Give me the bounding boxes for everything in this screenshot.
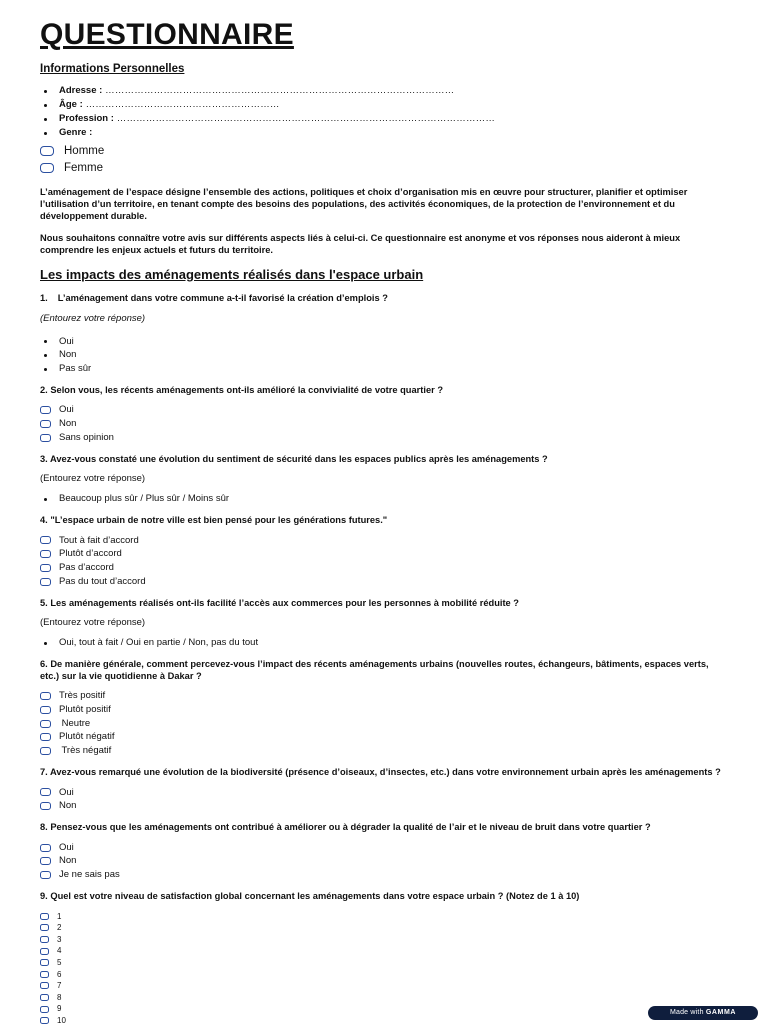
field-label: Adresse : bbox=[59, 85, 103, 96]
option-label: 4 bbox=[57, 946, 62, 956]
checkbox-icon[interactable] bbox=[40, 959, 49, 966]
question-4: 4. "L’espace urbain de notre ville est bien pensé pour les générations futures." bbox=[40, 515, 388, 526]
checkbox-icon[interactable] bbox=[40, 871, 51, 879]
option-je-ne-sais-pas[interactable] bbox=[40, 868, 730, 882]
option-label: Homme bbox=[64, 145, 105, 157]
option-label: 6 bbox=[57, 969, 62, 979]
question-7-options bbox=[40, 786, 730, 814]
option-non[interactable]: Non bbox=[40, 348, 730, 362]
checkbox-icon[interactable] bbox=[40, 913, 49, 920]
gender-options bbox=[40, 143, 730, 176]
checkbox-icon[interactable] bbox=[40, 1006, 49, 1013]
field-dots: ……………………………………………………………………………………………………… bbox=[113, 113, 496, 124]
checkbox-icon[interactable] bbox=[40, 971, 49, 978]
rating-option-6[interactable] bbox=[40, 969, 730, 981]
checkbox-icon[interactable] bbox=[40, 733, 51, 741]
option-label: 3 bbox=[57, 934, 62, 944]
question-3-options bbox=[40, 492, 730, 506]
question-9: 9. Quel est votre niveau de satisfaction global concernant les aménagements dans votre espace urbain ? (Notez de 1 à 10) bbox=[40, 891, 580, 902]
made-with-gamma-badge[interactable] bbox=[648, 1006, 758, 1020]
question-6: 6. De manière générale, comment percevez-vous l’impact des récents aménagements urbains (nouvelles routes, échangeurs, bâtiments, espaces verts, etc.) sur la vie quotidienne à Dakar ? bbox=[40, 659, 709, 681]
question-8: 8. Pensez-vous que les aménagements ont contribué à améliorer ou à dégrader la qualité de l’air et le niveau de bruit dans votre quartier ? bbox=[40, 822, 651, 833]
question-1 bbox=[40, 293, 730, 305]
intro-paragraph-2: Nous souhaitons connaître votre avis sur différents aspects liés à celui-ci. Ce questionnaire est anonyme et vos réponses nous aideront à mieux comprendre les enjeux actuels et futurs du territoire. bbox=[40, 233, 681, 255]
page-title: QUESTIONNAIRE bbox=[40, 18, 294, 51]
question-5-note: (Entourez votre réponse) bbox=[40, 617, 146, 629]
option-tres-positif[interactable] bbox=[40, 689, 730, 703]
option-label: Oui bbox=[59, 786, 74, 798]
checkbox-icon[interactable] bbox=[40, 924, 49, 931]
rating-option-3[interactable] bbox=[40, 934, 730, 946]
option-label: Non bbox=[59, 855, 77, 867]
option-oui[interactable] bbox=[40, 403, 730, 417]
question-4-options bbox=[40, 534, 730, 589]
question-1-options bbox=[40, 335, 730, 376]
rating-option-8[interactable] bbox=[40, 992, 730, 1004]
questionnaire-page bbox=[40, 18, 730, 1026]
personal-info-list bbox=[40, 84, 730, 140]
checkbox-icon[interactable] bbox=[40, 802, 51, 810]
section-title: Les impacts des aménagements réalisés dans l'espace urbain bbox=[40, 267, 424, 282]
field-genre bbox=[40, 126, 730, 140]
badge-prefix: Made with bbox=[669, 1009, 706, 1016]
intro-paragraph-1: L’aménagement de l’espace désigne l’ensemble des actions, politiques et choix d’organisation mis en œuvre pour structurer, planifier et optimiser l’utilisation d’un territoire, en tenant compte des besoins des populations, des activités économiques, de la protection de l’environnement et du développement durable. bbox=[40, 187, 688, 221]
option-label: Plutôt positif bbox=[59, 703, 111, 715]
field-label: Genre : bbox=[59, 127, 93, 138]
checkbox-icon[interactable] bbox=[40, 1017, 49, 1024]
option-acces[interactable]: Oui, tout à fait / Oui en partie / Non, pas du tout bbox=[40, 636, 730, 650]
rating-option-2[interactable] bbox=[40, 922, 730, 934]
checkbox-icon[interactable] bbox=[40, 163, 54, 173]
checkbox-icon[interactable] bbox=[40, 844, 51, 852]
option-non[interactable] bbox=[40, 417, 730, 431]
rating-option-9[interactable] bbox=[40, 1003, 730, 1015]
option-oui[interactable]: Oui bbox=[40, 335, 730, 349]
checkbox-icon[interactable] bbox=[40, 706, 51, 714]
option-label: Sans opinion bbox=[59, 431, 114, 443]
option-non[interactable] bbox=[40, 799, 730, 813]
option-label: Je ne sais pas bbox=[59, 869, 120, 881]
option-label: Tout à fait d’accord bbox=[59, 534, 139, 546]
option-label: Pas du tout d’accord bbox=[59, 575, 146, 587]
personal-info-heading: Informations Personnelles bbox=[40, 63, 185, 75]
option-label: 5 bbox=[57, 957, 62, 967]
field-dots: ……………………………………………………………………………………………… bbox=[102, 85, 455, 96]
question-2: 2. Selon vous, les récents aménagements ont-ils amélioré la convivialité de votre quartier ? bbox=[40, 384, 444, 395]
gender-option-femme[interactable] bbox=[40, 160, 730, 177]
option-label: Non bbox=[59, 418, 77, 430]
checkbox-icon[interactable] bbox=[40, 857, 51, 865]
option-tres-negatif[interactable] bbox=[40, 744, 730, 758]
option-oui[interactable] bbox=[40, 841, 730, 855]
gender-option-homme[interactable] bbox=[40, 143, 730, 160]
checkbox-icon[interactable] bbox=[40, 982, 49, 989]
option-label: Pas d’accord bbox=[59, 562, 114, 574]
question-9-options bbox=[40, 911, 730, 1026]
question-1-note: (Entourez votre réponse) bbox=[40, 312, 146, 324]
rating-option-4[interactable] bbox=[40, 945, 730, 957]
checkbox-icon[interactable] bbox=[40, 420, 51, 428]
checkbox-icon[interactable] bbox=[40, 578, 51, 586]
option-non[interactable] bbox=[40, 854, 730, 868]
option-label: Neutre bbox=[59, 717, 91, 729]
question-text: L’aménagement dans votre commune a-t-il favorisé la création d’emplois ? bbox=[57, 293, 388, 303]
rating-option-5[interactable] bbox=[40, 957, 730, 969]
option-tout-a-fait[interactable] bbox=[40, 534, 730, 548]
checkbox-icon[interactable] bbox=[40, 146, 54, 156]
question-5: 5. Les aménagements réalisés ont-ils facilité l’accès aux commerces pour les personnes à mobilité réduite ? bbox=[40, 597, 519, 608]
option-label: 8 bbox=[57, 992, 62, 1002]
checkbox-icon[interactable] bbox=[40, 936, 49, 943]
option-plutot-positif[interactable] bbox=[40, 703, 730, 717]
field-profession[interactable] bbox=[40, 112, 730, 126]
question-5-options bbox=[40, 636, 730, 650]
field-label: Âge : bbox=[59, 99, 83, 110]
option-label: Oui bbox=[59, 404, 74, 416]
option-oui[interactable] bbox=[40, 786, 730, 800]
option-label: Plutôt d’accord bbox=[59, 548, 122, 560]
option-pas-du-tout[interactable] bbox=[40, 575, 730, 589]
checkbox-icon[interactable] bbox=[40, 564, 51, 572]
option-pas-sur[interactable]: Pas sûr bbox=[40, 362, 730, 376]
checkbox-icon[interactable] bbox=[40, 720, 51, 728]
option-label: 9 bbox=[57, 1004, 62, 1014]
option-pas-accord[interactable] bbox=[40, 561, 730, 575]
checkbox-icon[interactable] bbox=[40, 692, 51, 700]
option-label: Très positif bbox=[59, 690, 106, 702]
question-number: 1. bbox=[40, 293, 48, 303]
option-label: 1 bbox=[57, 911, 62, 921]
checkbox-icon[interactable] bbox=[40, 550, 51, 558]
question-3-note: (Entourez votre réponse) bbox=[40, 473, 146, 485]
checkbox-icon[interactable] bbox=[40, 788, 51, 796]
field-adresse[interactable] bbox=[40, 84, 730, 98]
option-plutot-accord[interactable] bbox=[40, 547, 730, 561]
option-label: Très négatif bbox=[59, 745, 112, 757]
option-label: Non bbox=[59, 800, 77, 812]
question-6-options bbox=[40, 689, 730, 758]
checkbox-icon[interactable] bbox=[40, 948, 49, 955]
option-label: 10 bbox=[57, 1015, 66, 1025]
rating-option-1[interactable] bbox=[40, 911, 730, 923]
field-label: Profession : bbox=[59, 113, 114, 124]
option-label: Oui bbox=[59, 841, 74, 853]
field-age[interactable] bbox=[40, 98, 730, 112]
option-label: 2 bbox=[57, 923, 62, 933]
question-7: 7. Avez-vous remarqué une évolution de la biodiversité (présence d’oiseaux, d’insectes, etc.) dans votre environnement urbain après les aménagements ? bbox=[40, 767, 721, 778]
option-label: Femme bbox=[64, 161, 103, 174]
option-sans-opinion[interactable] bbox=[40, 431, 730, 445]
checkbox-icon[interactable] bbox=[40, 406, 51, 414]
field-dots: …………………………………………………… bbox=[82, 99, 280, 110]
option-label: 7 bbox=[57, 981, 62, 991]
question-8-options bbox=[40, 841, 730, 882]
gamma-logo: GAMMA bbox=[705, 1009, 737, 1016]
checkbox-icon[interactable] bbox=[40, 747, 51, 755]
question-2-options bbox=[40, 403, 730, 444]
option-plutot-negatif[interactable] bbox=[40, 730, 730, 744]
option-securite[interactable]: Beaucoup plus sûr / Plus sûr / Moins sûr bbox=[40, 492, 730, 506]
option-neutre[interactable] bbox=[40, 717, 730, 731]
option-label: Plutôt négatif bbox=[59, 731, 115, 743]
checkbox-icon[interactable] bbox=[40, 536, 51, 544]
rating-option-10[interactable] bbox=[40, 1015, 730, 1026]
question-3: 3. Avez-vous constaté une évolution du sentiment de sécurité dans les espaces publics après les aménagements ? bbox=[40, 453, 548, 464]
rating-option-7[interactable] bbox=[40, 980, 730, 992]
checkbox-icon[interactable] bbox=[40, 994, 49, 1001]
checkbox-icon[interactable] bbox=[40, 434, 51, 442]
